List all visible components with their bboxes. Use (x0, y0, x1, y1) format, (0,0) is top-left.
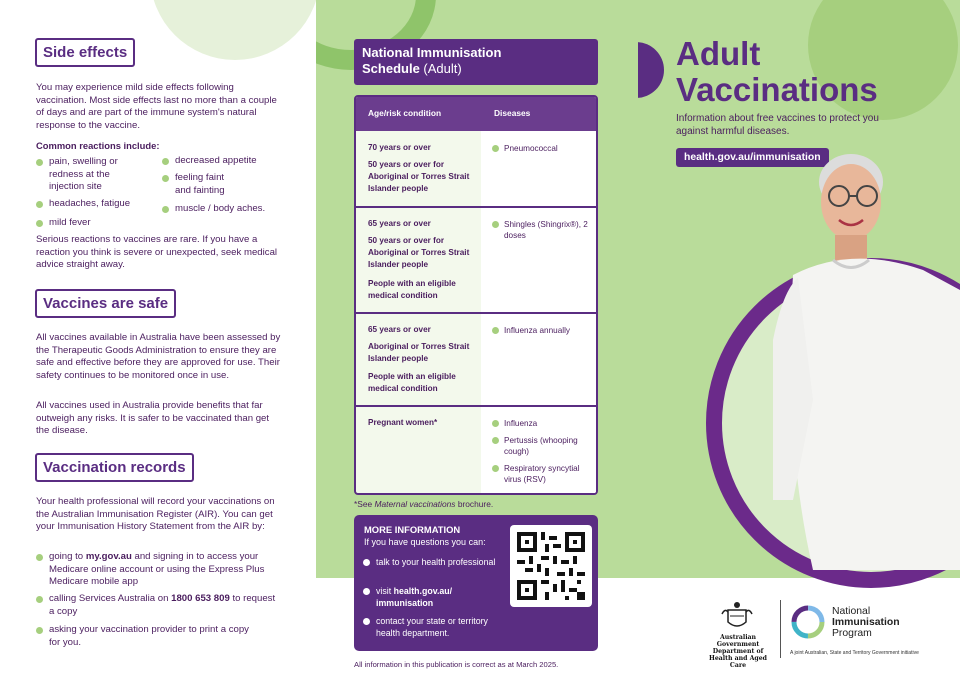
header-diseases: Diseases (494, 108, 531, 118)
disease-cell: Respiratory syncytial virus (RSV) (492, 463, 596, 485)
more-info-item[interactable]: visit health.gov.au/ immunisation (376, 586, 506, 609)
reaction-item: decreased appetite (162, 155, 282, 168)
records-item: calling Services Australia on 1800 653 809 to request a copy (36, 593, 281, 618)
condition-cell: People with an eligible medical condition (368, 279, 456, 300)
reaction-item: headaches, fatigue (36, 198, 156, 211)
logos-strip (698, 600, 958, 669)
reaction-item: mild fever (36, 217, 156, 230)
row-divider (356, 312, 596, 314)
disease-cell: Influenza (492, 418, 596, 429)
qr-code[interactable] (510, 525, 592, 607)
vaccines-safe-p1: All vaccines available in Australia have been assessed by the Therapeutic Goods Administration to ensure they are safe and effective before they are approved for use. Their safety continues to be monitored once in use. (36, 332, 281, 381)
immunisation-url[interactable]: health.gov.au/immunisation (676, 148, 829, 167)
more-info-item: talk to your health professional (376, 557, 506, 569)
condition-cell: 50 years or over for Aboriginal or Torres Strait Islander people (368, 236, 470, 269)
more-information-box (354, 515, 598, 651)
panel-side-effects (0, 0, 316, 681)
disease-cell: Pneumococcal (492, 143, 596, 154)
reaction-item: feeling faint and fainting (162, 172, 240, 197)
condition-cell: 65 years or over (368, 219, 431, 228)
row-divider (356, 206, 596, 208)
side-effects-intro: You may experience mild side effects following vaccination. Most side effects last no more than a couple of days and are part of the immune system's natural response to the vaccine. (36, 82, 277, 131)
condition-cell: People with an eligible medical condition (368, 372, 456, 393)
records-item: going to my.gov.au and signing in to access your Medicare online account or using the Express Plus Medicare mobile app (36, 551, 281, 589)
records-intro: Your health professional will record your vaccinations on the Australian Immunisation Register (AIR). You can get your Immunisation History Statement from the AIR by: (36, 496, 275, 533)
serious-reactions-text: Serious reactions to vaccines are rare. If you have a reaction you think is severe or unexpected, seek medical advice straight away. (36, 234, 278, 271)
reaction-item: pain, swelling or redness at the injection site (36, 156, 141, 194)
condition-cell: 65 years or over (368, 325, 431, 334)
australian-government-logo-text: Australian Government Department of Health and Aged Care (708, 634, 768, 669)
condition-cell: Aboriginal or Torres Strait Islander people (368, 342, 470, 363)
maternal-footnote: *See Maternal vaccinations brochure. (354, 499, 494, 509)
nip-logo-icon (790, 604, 826, 640)
vaccines-safe-p2: All vaccines used in Australia provide benefits that far outweigh any risks. It is safer to be vaccinated than get the disease. (36, 400, 270, 437)
reaction-item: muscle / body aches. (162, 203, 282, 216)
coat-of-arms-icon (720, 600, 754, 632)
common-reactions-label: Common reactions include: (36, 140, 160, 151)
more-info-title: MORE INFORMATION (364, 524, 461, 535)
disease-cell: Shingles (Shingrix®), 2 doses (492, 219, 596, 241)
side-effects-heading: Side effects (35, 38, 135, 67)
table-header (356, 97, 596, 131)
panel-cover (638, 0, 960, 681)
schedule-title: National Immunisation Schedule (Adult) (354, 39, 598, 85)
condition-cell: 70 years or over (368, 143, 431, 152)
vaccines-safe-heading: Vaccines are safe (35, 289, 176, 318)
older-man-photo (773, 140, 960, 570)
disease-cell: Influenza annually (492, 325, 596, 336)
page-title: Adult Vaccinations (676, 35, 878, 108)
more-info-item: contact your state or territory health department. (376, 616, 506, 639)
schedule-table (354, 95, 598, 495)
logo-divider (780, 600, 781, 658)
header-condition: Age/risk condition (368, 108, 442, 118)
condition-cell: 50 years or over for Aboriginal or Torres Strait Islander people (368, 160, 470, 193)
condition-cell: Pregnant women* (368, 418, 438, 427)
qr-code-icon (517, 532, 585, 600)
records-item: asking your vaccination provider to print a copy for you. (36, 624, 251, 649)
row-divider (356, 405, 596, 407)
panel-schedule (316, 0, 638, 681)
nip-logo-text: National Immunisation Program (832, 606, 900, 639)
publication-date-note: All information in this publication is correct as at March 2025. (354, 660, 559, 669)
cover-intro: Information about free vaccines to protect you against harmful diseases. (676, 113, 879, 137)
disease-cell: Pertussis (whooping cough) (492, 435, 596, 457)
nip-initiative-text: A joint Australian, State and Territory Government initiative (790, 650, 919, 656)
vaccination-records-heading: Vaccination records (35, 453, 194, 482)
more-info-subtitle: If you have questions you can: (364, 537, 486, 547)
decorative-circle (150, 0, 316, 60)
